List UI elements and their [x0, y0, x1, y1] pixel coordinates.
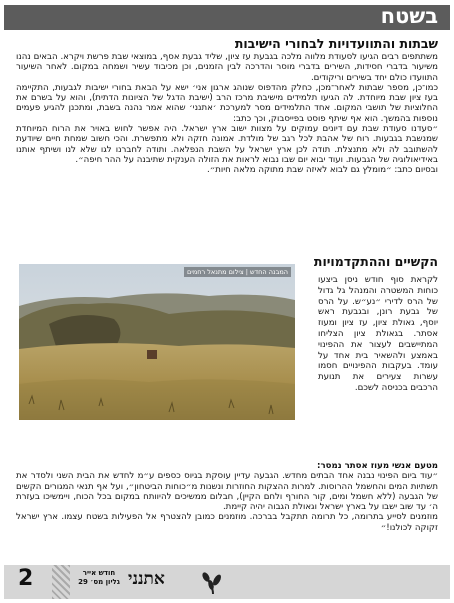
- article1-closing: ובסיום כתב: ״מומלץ גם לבוא לאיזה שבת מתוקה מלאה חיות״.: [206, 165, 438, 176]
- article3-closing: מוזמנים לסייע בתרומה, כל תרומה תתקבל בברכה. מוזמנים כמובן להצטרף אל הפעילות בשטח עצמו. ארץ ישראל זקוקה לכולנו!״: [16, 512, 438, 533]
- article3-paragraph: ״עוד ביום הפינוי נבנה אחד הבתים מחדש. הגבעה עדיין עוסקת בגיוס כספים ע״מ לחדש את הבית השני ולסדר את תשתיות המים והחשמל ההרוסות. למרות ההצקות החוזרות ונשנות מ״כוחות הביטחון״, ועל אף תנאי המגורים הקשים של הגבעה (ללא חשמל ומים, קור החורף ולחם הקיין), חבלום ממשיכים להיוותח במקום בכל הכוח, ויימשיכו בעזרת ה׳ עד שוב ישבו על בארץ ישראל וגאולת הגבוה יהיה קיימת.: [16, 471, 438, 513]
- section-header-bar: [4, 5, 450, 30]
- section-title: בשטח: [380, 4, 438, 28]
- article2-title: הקשיים וההתקדמויות: [313, 254, 438, 269]
- landscape-photo: [19, 264, 295, 420]
- hills-landscape-image: [19, 264, 295, 420]
- article3-intro: מטעם אנשי מעוז אסתר נמסר:: [317, 461, 438, 471]
- issue-number: גליון מס׳ 29: [78, 578, 120, 586]
- photo-credit: המבנה החדש | צילום מתנאל רחמים: [184, 267, 291, 277]
- page-footer: [4, 565, 450, 599]
- issue-info: [76, 569, 122, 587]
- issue-month: חודש אייר: [82, 569, 116, 577]
- article2-body: לקראת סוף חודש ניסן ביצעו כוחות המשטרה והמנהל גל גדול של הרס לדירי ״נע״ש. על הרס של גבעת רונן, ובגבעת ראש יוסף, גאולת ציון, עז ציון ומעוז אסתר. בגאולת ציון הצליחו המתיישבים לעצור את ההפינוי באמצע ולהשאיר בית אחד על עומד. בעקבות ההפינויים חסמו עשרות צעירים את תנועת הרכבים בכניסה לשכם.: [318, 275, 438, 393]
- magazine-name: אתנני: [128, 569, 165, 589]
- article1-paragraph: משתתפים רבים הגיעו לסעודת מלווה מלכה בגבעת עז ציון, שליד גבעת אסף, במוצאי שבת פרשת ויקרא. הבאים נהנו משיעור בדברי חסידות, השירים בדברי מוסר והדרכה לבין הזמנים, וכן מכיבוד עשיר ושמחה במקום. לאחר השיעור התוועדו כולם יחד בשירים וריקודים.: [16, 52, 438, 83]
- article1-body: [16, 52, 438, 176]
- footer-stripe-decoration: [52, 565, 70, 599]
- article1-quote: ״סעדנו סעודת שבת עם דיונים עמוקים על מצוות ישוב ארץ ישראל. היה אפשר לחוש באויר את הרוח המיוחדת שמנשבת בגבעות. רוח של אהבת לכל רגב של מולדת. אמונה חזקה ולא מתפשרת. והכי חשוב שמחת חיים שיודעת להשתובב לה ולא מתנצלת. תודה לכן ארץ ישראל על השבת הנפלאה. ותודה לחברנו לגו שלא לנו ושיתף אותנו באידיאולוגיה של הגבעות. ועוד יבוא יום שבו נבוא לראות את הזולה הענקית שתיבנה על ההר חיפה״.: [16, 124, 438, 165]
- article1-paragraph: כמו־כן, מספר שבתות לאחר־מכן, כחלק מהדפוס שנוהג ארגון אני׳ ישא על הבאת בחורי ישיבות לגבעות, התקיימה בעז ציון שבת מיוחדת. לה הגיעו תלמידים מישיבת מרכז הרב (ישיבת הדגל של הציונות הדתית), והוא על בשרם את החלוציות של תושבי המקום. אחד התלמידים מסר למערכת ׳אתנני׳ שהוא אמר נהנה בשבת, ומתכנן להגיע פעמים נוספות בהמשך. הוא אף שיתף פוסט בפייסבוק, וכך כתב:: [16, 82, 438, 124]
- article3-body: [16, 461, 438, 533]
- page-number: 2: [18, 566, 34, 591]
- olive-branch-logo-icon: [200, 568, 226, 596]
- article1-title: שבתות והתוועדויות לבחורי הישיבות: [234, 36, 438, 51]
